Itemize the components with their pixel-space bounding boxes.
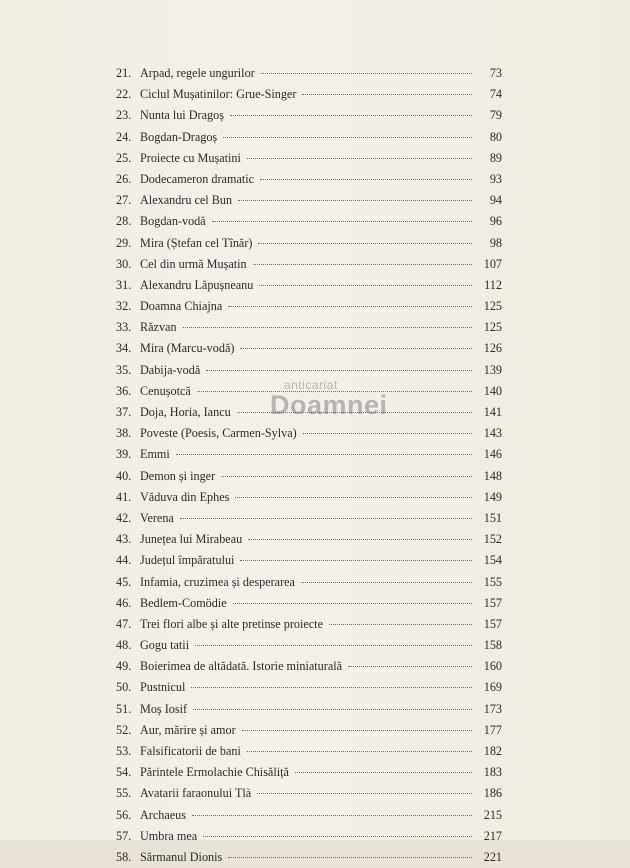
toc-entry-title: Nunta lui Dragoș bbox=[140, 108, 224, 123]
toc-entry-title: Alexandru Lăpușneanu bbox=[140, 277, 254, 292]
toc-entry-title: Junețea lui Mirabeau bbox=[140, 532, 243, 547]
dot-leader bbox=[221, 476, 472, 477]
toc-entry-page-number: 157 bbox=[483, 616, 502, 631]
toc-entry-page-number: 148 bbox=[483, 468, 502, 483]
toc-entry-page-number: 183 bbox=[483, 765, 502, 780]
dot-leader bbox=[180, 518, 472, 519]
toc-entry-number: 51. bbox=[116, 701, 132, 716]
toc-entry-page-number: 152 bbox=[483, 532, 502, 547]
toc-entry-page-number: 146 bbox=[483, 447, 502, 462]
toc-entry bbox=[116, 360, 502, 381]
toc-entry-title: Gogu tatii bbox=[140, 638, 190, 653]
toc-entry bbox=[116, 847, 502, 868]
toc-entry-number: 43. bbox=[116, 532, 132, 547]
toc-entry-page-number: 143 bbox=[483, 426, 502, 441]
toc-entry-number: 40. bbox=[116, 468, 132, 483]
toc-entry bbox=[116, 487, 502, 508]
toc-entry bbox=[116, 105, 502, 126]
dot-leader bbox=[260, 179, 472, 180]
toc-entry-number: 44. bbox=[116, 553, 132, 568]
toc-entry bbox=[116, 699, 502, 720]
toc-entry-number: 36. bbox=[116, 383, 132, 398]
toc-entry-number: 37. bbox=[116, 405, 132, 419]
dot-leader bbox=[206, 370, 472, 371]
toc-entry-title: Sărmanul Dionis bbox=[140, 849, 223, 864]
dot-leader bbox=[191, 687, 472, 688]
toc-entry-page-number: 139 bbox=[483, 362, 502, 377]
dot-leader bbox=[257, 793, 472, 794]
toc-entry-page-number: 155 bbox=[483, 574, 502, 589]
toc-entry-title: Demon și inger bbox=[140, 468, 216, 483]
toc-entry bbox=[116, 741, 502, 762]
toc-entry-title: Moș Iosif bbox=[140, 701, 188, 716]
toc-entry-number: 21. bbox=[116, 66, 132, 80]
toc-entry-number: 42. bbox=[116, 510, 132, 525]
toc-entry bbox=[116, 423, 502, 444]
toc-entry-page-number: 80 bbox=[489, 129, 502, 144]
toc-entry-page-number: 151 bbox=[483, 510, 502, 525]
toc-entry-number: 52. bbox=[116, 722, 132, 737]
toc-entry bbox=[116, 296, 502, 317]
toc-entry-title: Dodecameron dramatic bbox=[140, 171, 255, 186]
dot-leader bbox=[302, 94, 472, 95]
toc-entry-number: 32. bbox=[116, 299, 132, 314]
toc-entry-number: 56. bbox=[116, 807, 132, 822]
dot-leader bbox=[223, 137, 472, 138]
dot-leader bbox=[348, 666, 472, 667]
toc-entry-number: 35. bbox=[116, 362, 132, 377]
toc-entry bbox=[116, 338, 502, 359]
toc-entry-page-number: 141 bbox=[483, 405, 502, 419]
toc-entry-title: Umbra mea bbox=[140, 828, 198, 843]
toc-entry-number: 34. bbox=[116, 341, 132, 356]
toc-entry-number: 48. bbox=[116, 638, 132, 653]
dot-leader bbox=[242, 730, 472, 731]
toc-entry-title: Văduva din Ephes bbox=[140, 489, 230, 504]
dot-leader bbox=[301, 582, 472, 583]
toc-entry-number: 57. bbox=[116, 828, 132, 843]
toc-entry-title: Avatarii faraonului Tlà bbox=[140, 786, 252, 801]
toc-entry bbox=[116, 550, 502, 571]
toc-entry-title: Aur, mărire și amor bbox=[140, 722, 236, 737]
toc-entry bbox=[116, 190, 502, 211]
dot-leader bbox=[247, 751, 472, 752]
toc-entry-page-number: 74 bbox=[489, 87, 502, 102]
toc-entry-page-number: 107 bbox=[483, 256, 502, 271]
toc-entry-title: Falsificatorii de bani bbox=[140, 744, 241, 758]
toc-entry-number: 58. bbox=[116, 849, 132, 864]
toc-entry-page-number: 93 bbox=[489, 171, 502, 186]
toc-entry-number: 47. bbox=[116, 616, 132, 631]
toc-entry bbox=[116, 677, 502, 698]
dot-leader bbox=[258, 243, 472, 244]
toc-entry-page-number: 217 bbox=[483, 828, 502, 843]
toc-entry-number: 24. bbox=[116, 129, 132, 144]
dot-leader bbox=[295, 772, 472, 773]
dot-leader bbox=[176, 454, 472, 455]
toc-entry bbox=[116, 572, 502, 593]
dot-leader bbox=[233, 603, 472, 604]
toc-entry bbox=[116, 466, 502, 487]
toc-entry-page-number: 182 bbox=[483, 744, 502, 758]
toc-entry-title: Poveste (Poesis, Carmen-Sylva) bbox=[140, 426, 297, 441]
toc-entry-number: 45. bbox=[116, 574, 132, 589]
toc-entry bbox=[116, 783, 502, 804]
toc-entry-page-number: 177 bbox=[483, 722, 502, 737]
toc-entry-page-number: 125 bbox=[483, 299, 502, 314]
toc-entry bbox=[116, 826, 502, 847]
dot-leader bbox=[212, 221, 472, 222]
toc-entry-number: 54. bbox=[116, 765, 132, 780]
toc-entry-number: 46. bbox=[116, 595, 132, 610]
dot-leader bbox=[253, 264, 472, 265]
watermark-top-text: anticariat bbox=[284, 378, 338, 392]
toc-entry-page-number: 73 bbox=[489, 66, 502, 80]
dot-leader bbox=[237, 412, 472, 413]
toc-entry bbox=[116, 317, 502, 338]
toc-entry-title: Doamna Chiajna bbox=[140, 299, 223, 314]
toc-entry-title: Părintele Ermolachie Chisăliță bbox=[140, 765, 289, 780]
toc-entry bbox=[116, 444, 502, 465]
toc-entry-title: Bedlem-Comödie bbox=[140, 595, 227, 610]
toc-entry bbox=[116, 254, 502, 275]
toc-entry bbox=[116, 63, 502, 84]
toc-entry-page-number: 169 bbox=[483, 680, 502, 695]
toc-entry-page-number: 157 bbox=[483, 595, 502, 610]
toc-entry bbox=[116, 84, 502, 105]
toc-entry-title: Cel din urmă Mușatin bbox=[140, 256, 247, 271]
toc-entry bbox=[116, 148, 502, 169]
toc-entry-page-number: 96 bbox=[489, 214, 502, 229]
toc-entry-title: Emmi bbox=[140, 447, 170, 462]
toc-entry bbox=[116, 211, 502, 232]
toc-entry-title: Răzvan bbox=[140, 320, 177, 335]
toc-entry-title: Proiecte cu Mușatini bbox=[140, 150, 241, 165]
dot-leader bbox=[197, 391, 472, 392]
toc-entry-title: Dabija-vodă bbox=[140, 362, 201, 377]
dot-leader bbox=[238, 200, 472, 201]
toc-entry-page-number: 89 bbox=[489, 150, 502, 165]
toc-entry-number: 39. bbox=[116, 447, 132, 462]
dot-leader bbox=[183, 327, 472, 328]
toc-entry-title: Alexandru cel Bun bbox=[140, 193, 233, 208]
toc-entry-number: 27. bbox=[116, 193, 132, 208]
dot-leader bbox=[248, 539, 472, 540]
dot-leader bbox=[228, 857, 472, 858]
toc-entry bbox=[116, 402, 502, 423]
toc-entry-number: 29. bbox=[116, 235, 132, 250]
dot-leader bbox=[235, 497, 472, 498]
toc-entry bbox=[116, 275, 502, 296]
toc-entry-title: Mira (Ștefan cel Tînăr) bbox=[140, 235, 253, 250]
toc-entry-number: 30. bbox=[116, 256, 132, 271]
toc-entry-page-number: 154 bbox=[483, 553, 502, 568]
toc-entry bbox=[116, 169, 502, 190]
dot-leader bbox=[192, 815, 472, 816]
toc-entry-number: 41. bbox=[116, 489, 132, 504]
toc-entry-title: Bogdan-vodă bbox=[140, 214, 206, 229]
toc-entry bbox=[116, 635, 502, 656]
toc-entry bbox=[116, 127, 502, 148]
toc-entry-page-number: 79 bbox=[489, 108, 502, 123]
toc-entry bbox=[116, 656, 502, 677]
toc-entry-title: Verena bbox=[140, 510, 174, 525]
toc-entry-page-number: 221 bbox=[483, 849, 502, 864]
toc-entry-number: 50. bbox=[116, 680, 132, 695]
toc-entry-number: 26. bbox=[116, 171, 132, 186]
toc-entry bbox=[116, 805, 502, 826]
dot-leader bbox=[303, 433, 472, 434]
toc-entry-title: Arpad, regele ungurilor bbox=[140, 66, 255, 80]
dot-leader bbox=[228, 306, 472, 307]
toc-entry bbox=[116, 529, 502, 550]
toc-entry-page-number: 94 bbox=[489, 193, 502, 208]
toc-entry-page-number: 112 bbox=[484, 277, 502, 292]
toc-entry-number: 28. bbox=[116, 214, 132, 229]
toc-entry-number: 38. bbox=[116, 426, 132, 441]
toc-entry-title: Județul împăratului bbox=[140, 553, 235, 568]
dot-leader bbox=[193, 709, 472, 710]
toc-entry-title: Pustnicul bbox=[140, 680, 186, 695]
toc-entry-page-number: 125 bbox=[483, 320, 502, 335]
toc-entry-title: Mira (Marcu-vodă) bbox=[140, 341, 235, 356]
toc-entry-title: Ciclul Mușatinilor: Grue-Singer bbox=[140, 87, 297, 102]
table-of-contents bbox=[116, 63, 502, 868]
toc-entry-page-number: 215 bbox=[483, 807, 502, 822]
dot-leader bbox=[203, 836, 472, 837]
toc-entry-page-number: 158 bbox=[483, 638, 502, 653]
toc-entry-number: 31. bbox=[116, 277, 132, 292]
dot-leader bbox=[259, 285, 472, 286]
dot-leader bbox=[240, 560, 472, 561]
toc-entry-number: 49. bbox=[116, 659, 132, 674]
toc-entry-title: Cenușotcă bbox=[140, 383, 191, 398]
toc-entry-page-number: 173 bbox=[483, 701, 502, 716]
toc-entry-number: 23. bbox=[116, 108, 132, 123]
toc-entry-page-number: 98 bbox=[489, 235, 502, 250]
toc-entry bbox=[116, 593, 502, 614]
toc-entry bbox=[116, 762, 502, 783]
toc-entry bbox=[116, 233, 502, 254]
toc-entry-page-number: 160 bbox=[483, 659, 502, 674]
toc-entry bbox=[116, 508, 502, 529]
toc-entry-number: 53. bbox=[116, 744, 132, 758]
toc-entry bbox=[116, 381, 502, 402]
toc-entry-number: 33. bbox=[116, 320, 132, 335]
dot-leader bbox=[261, 73, 472, 74]
toc-entry-title: Archaeus bbox=[140, 807, 187, 822]
toc-entry-page-number: 140 bbox=[483, 383, 502, 398]
toc-entry-number: 25. bbox=[116, 150, 132, 165]
dot-leader bbox=[230, 115, 472, 116]
toc-entry-title: Infamia, cruzimea și desperarea bbox=[140, 574, 295, 589]
toc-entry-title: Doja, Horia, Iancu bbox=[140, 405, 231, 419]
watermark-main-text: Doamnei bbox=[270, 390, 388, 420]
toc-entry-page-number: 126 bbox=[483, 341, 502, 356]
dot-leader bbox=[247, 158, 472, 159]
toc-entry bbox=[116, 720, 502, 741]
toc-entry bbox=[116, 614, 502, 635]
toc-entry-number: 22. bbox=[116, 87, 132, 102]
toc-entry-page-number: 149 bbox=[483, 489, 502, 504]
toc-entry-title: Trei flori albe și alte pretinse proiecte bbox=[140, 616, 323, 631]
dot-leader bbox=[329, 624, 472, 625]
toc-entry-page-number: 186 bbox=[483, 786, 502, 801]
toc-entry-title: Bogdan-Dragoș bbox=[140, 129, 218, 144]
toc-entry-number: 55. bbox=[116, 786, 132, 801]
dot-leader bbox=[240, 348, 472, 349]
toc-entry-title: Boierimea de altădată. Istorie miniaturală bbox=[140, 659, 343, 674]
dot-leader bbox=[195, 645, 472, 646]
